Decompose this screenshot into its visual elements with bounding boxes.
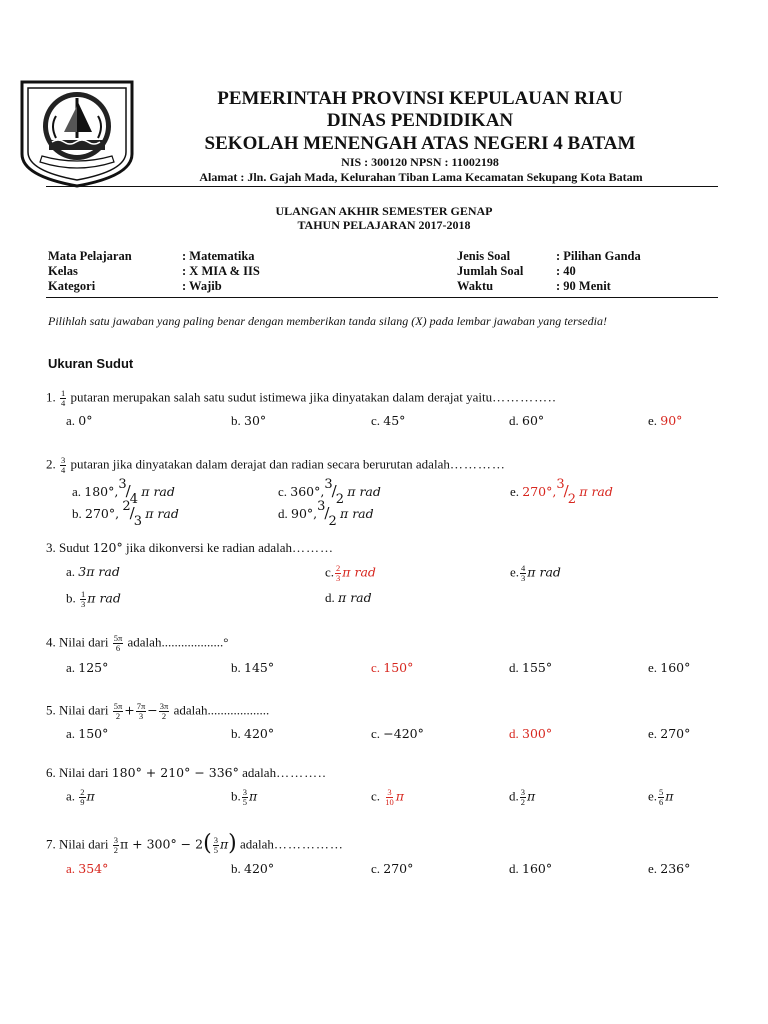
question-text: jika dikonversi ke radian adalah [122,540,293,555]
header-address: Alamat : Jln. Gajah Mada, Kelurahan Tiban Lama Kecamatan Sekupang Kota Batam [199,170,643,184]
info-value-time: : 90 Menit [556,279,611,293]
question-1: 1. $\frac{1}{4}$ putaran merupakan salah satu sudut istimewa jika dinyatakan dalam derajat yaitu………….. [46,388,557,408]
info-value-subject: : Matematika [182,249,255,263]
info-value-category: : Wajib [182,279,222,293]
option-d[interactable]: d. π rad [325,590,372,605]
info-label-class: Kelas [48,264,78,278]
option-e[interactable]: e. 160° [648,660,691,675]
option-a[interactable]: a. 0° [66,413,93,428]
question-2: 2. $\frac{3}{4}$ putaran jika dinyatakan dalam derajat dan radian secara berurutan adalah………… [46,455,506,475]
question-4: 4. Nilai dari $\frac{5\pi}{6}$ adalah...................° [46,633,229,653]
option-b[interactable]: b. $\frac{1}{3}$ π rad [66,589,121,609]
option-a[interactable]: a. $180^\circ,^3/_4$ π rad [72,477,175,507]
info-value-type: : Pilihan Ganda [556,249,641,263]
option-c-answer[interactable]: c. 150° [371,660,414,675]
instruction: Pilihlah satu jawaban yang paling benar dengan memberikan tanda silang (X) pada lembar jawaban yang tersedia! [48,314,607,328]
info-label-type: Jenis Soal [457,249,511,263]
info-label-subject: Mata Pelajaran [48,249,132,263]
option-c[interactable]: c. 270° [371,861,414,876]
header-province: PEMERINTAH PROVINSI KEPULAUAN RIAU [217,88,623,109]
option-a[interactable]: a. 125° [66,660,109,675]
option-b[interactable]: b. 420° [231,726,275,741]
option-b[interactable]: b. 270°, $^2/_3$ π rad [72,499,179,529]
exam-year: TAHUN PELAJARAN 2017-2018 [297,218,471,232]
provincial-emblem-icon [16,76,138,188]
question-7: 7. Nilai dari $\frac{3}{2}$ π + 300° − 2( $\frac{3}{5}$ π) adalah…………… [46,830,344,856]
question-text: adalah [238,765,277,780]
header-school: SEKOLAH MENENGAH ATAS NEGERI 4 BATAM [204,133,636,154]
option-e-answer[interactable]: e. $270^\circ,^3/_2$ π rad [510,477,613,507]
info-label-time: Waktu [457,279,494,293]
question-text: adalah...................° [124,634,229,650]
exam-title: ULANGAN AKHIR SEMESTER GENAP [275,204,493,218]
option-e-answer[interactable]: e. 90° [648,413,683,428]
option-d[interactable]: d. $\frac{3}{2}$ π [509,787,536,807]
option-c[interactable]: c. −420° [371,726,424,741]
info-label-category: Kategori [48,279,96,293]
option-e[interactable]: e. 270° [648,726,691,741]
option-d[interactable]: d. 60° [509,413,545,428]
option-e[interactable]: e. $\frac{4}{3}$ π rad [510,563,561,583]
option-d[interactable]: d. $90^\circ,^3/_2$ π rad [278,499,374,529]
option-d[interactable]: d. 155° [509,660,553,675]
info-value-class: : X MIA & IIS [182,264,260,278]
option-a-answer[interactable]: a. 354° [66,861,109,876]
option-e[interactable]: e. $\frac{5}{6}$ π [648,787,674,807]
question-text: adalah................... [170,702,270,718]
question-6: 6. Nilai dari 180° + 210° − 336° adalah……….. [46,765,327,780]
option-c-answer[interactable]: c. $\frac{2}{3}$ π rad [325,563,376,583]
header-department: DINAS PENDIDIKAN [326,110,514,131]
option-c-answer[interactable]: c. $\frac{3}{10}$ π [371,787,404,807]
fraction: $\frac{3}{4}$ [61,455,66,475]
header-nis: NIS : 300120 NPSN : 11002198 [341,155,499,169]
question-5: 5. Nilai dari $\frac{5\pi}{2}$ + $\frac{7\pi}{3}$ − $\frac{3\pi}{2}$ adalah................... [46,701,270,721]
info-value-count: : 40 [556,264,576,278]
option-b[interactable]: b. $\frac{3}{5}$ π [231,787,258,807]
option-c[interactable]: c. 45° [371,413,406,428]
info-label-count: Jumlah Soal [457,264,524,278]
option-e[interactable]: e. 236° [648,861,691,876]
fraction: $\frac{1}{4}$ [61,388,66,408]
option-a[interactable]: a. 150° [66,726,109,741]
option-a[interactable]: a. $\frac{2}{9}$ π [66,787,95,807]
question-text: putaran merupakan salah satu sudut istimewa jika dinyatakan dalam derajat yaitu [70,389,493,405]
option-b[interactable]: b. 145° [231,660,275,675]
question-text: adalah [236,836,274,852]
section-title: Ukuran Sudut [48,356,134,371]
option-d-answer[interactable]: d. 300° [509,726,553,741]
question-3: 3. Sudut 120° jika dikonversi ke radian adalah……… [46,540,335,555]
question-number: 1. [46,389,56,405]
question-text: putaran jika dinyatakan dalam derajat dan radian secara berurutan adalah [70,456,450,472]
option-a[interactable]: a. 3π rad [66,564,120,579]
option-b[interactable]: b. 420° [231,861,275,876]
option-b[interactable]: b. 30° [231,413,267,428]
header-divider [46,186,718,187]
info-divider [46,297,718,298]
option-d[interactable]: d. 160° [509,861,553,876]
option-c[interactable]: c. $360^\circ,^3/_2$ π rad [278,477,381,507]
